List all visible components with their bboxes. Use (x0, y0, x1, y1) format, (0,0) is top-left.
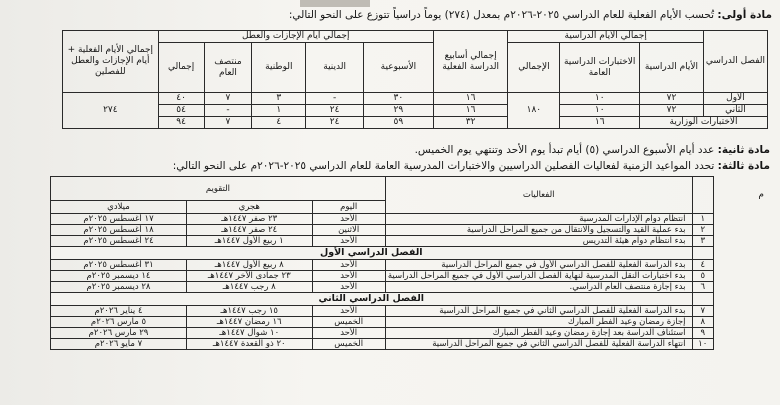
table-row (51, 271, 714, 282)
col-study-days: إجمالي الأيام الدراسية (508, 31, 703, 43)
article-2-label: مادة ثانية: (717, 144, 770, 156)
col-exams: الاختبارات الدراسية العامة (560, 43, 640, 93)
col-day: اليوم (312, 201, 385, 214)
cell-hijri: ٨ رجب ١٤٤٧هـ (187, 282, 313, 293)
cell-number: ٧ (692, 306, 714, 317)
cell-hijri: ٢٣ صفر ١٤٤٧هـ (187, 214, 313, 225)
cell-day: الاثنين (312, 225, 385, 236)
cell-hijri: ٢٣ جمادى الآخر ١٤٤٧هـ (187, 271, 313, 282)
cell-event: بدء انتظام دوام هيئة التدريس (385, 236, 692, 247)
cell-number: ٦ (692, 282, 714, 293)
section-num-cell (692, 293, 714, 306)
table-row (51, 282, 714, 293)
cell-gregorian: ٢٩ مارس ٢٠٢٦م (51, 328, 187, 339)
table-row (51, 214, 714, 225)
cell-weeks: ١٦ (433, 105, 508, 117)
cell-day: الخميس (312, 317, 385, 328)
table-row (63, 93, 768, 105)
cell-national: ٤ (252, 117, 306, 129)
section-row (51, 293, 714, 306)
col-calendar: التقويم (51, 177, 386, 201)
article-3-text: تحدد المواعيد الزمنية لفعاليات الفصلين الدراسيين والاختبارات المدرسية العامة للعام الدراسي ٢٠٢٥-٢٠٢٦م على النحو التالي: (172, 160, 715, 172)
col-religious: الدينية (306, 43, 364, 93)
cell-number: ٢ (692, 225, 714, 236)
cell-days: ٧٢ (640, 93, 704, 105)
cell-weeks: ٣٢ (433, 117, 508, 129)
cell-event: انتظام دوام الإدارات المدرسية (385, 214, 692, 225)
cell-hijri: ١٦ رمضان ١٤٤٧هـ (187, 317, 313, 328)
article-1 (289, 8, 772, 22)
cell-hol-total: ٩٤ (158, 117, 204, 129)
cell-number: ٥ (692, 271, 714, 282)
table-row (51, 306, 714, 317)
table-row (51, 339, 714, 350)
cell-semester: الأول (703, 93, 767, 105)
cell-hijri: ٢٤ صفر ١٤٤٧هـ (187, 225, 313, 236)
col-midyear: منتصف العام (204, 43, 252, 93)
cell-hol-total: ٥٤ (158, 105, 204, 117)
col-gregorian: ميلادي (51, 201, 187, 214)
cell-event: بدء الدراسة الفعلية للفصل الدراسي الأول في جميع المراحل الدراسية (385, 260, 692, 271)
cell-event: إجازة رمضان وعيد الفطر المبارك (385, 317, 692, 328)
cell-semester: الاختبارات الوزارية (640, 117, 768, 129)
table-row (51, 260, 714, 271)
cell-total-days: ١٨٠ (508, 93, 560, 129)
cell-religious: - (306, 93, 364, 105)
table-row (63, 105, 768, 117)
table-row (63, 117, 768, 129)
col-hijri: هجري (187, 201, 313, 214)
cell-day: الخميس (312, 339, 385, 350)
cell-event: استئناف الدراسة بعد إجازة رمضان وعيد الفطر المبارك (385, 328, 692, 339)
cell-day: الأحد (312, 328, 385, 339)
col-hol-total: إجمالي (158, 43, 204, 93)
cell-gregorian: ٢٤ أغسطس ٢٠٢٥م (51, 236, 187, 247)
col-holidays: إجمالي أيام الإجازات والعطل (158, 31, 433, 43)
col-grand: إجمالي الأيام الفعلية + أيام الإجازات والعطل للفصلين (63, 31, 159, 93)
cell-hijri: ٢٠ ذو القعدة ١٤٤٧هـ (187, 339, 313, 350)
cell-midyear: ٧ (204, 117, 252, 129)
cell-gregorian: ٥ مارس ٢٠٢٦م (51, 317, 187, 328)
section-title: الفصل الدراسي الأول (51, 247, 693, 260)
cell-midyear: - (204, 105, 252, 117)
cell-national: ٣ (252, 93, 306, 105)
cell-grand-total: ٢٧٤ (63, 93, 159, 129)
cell-day: الأحد (312, 282, 385, 293)
cell-number: ٣ (692, 236, 714, 247)
cell-weekly: ٥٩ (364, 117, 434, 129)
article-3-label: مادة ثالثة: (717, 160, 770, 172)
cell-midyear: ٧ (204, 93, 252, 105)
cell-day: الأحد (312, 236, 385, 247)
table-row (51, 225, 714, 236)
cell-event: بدء عملية القيد والتسجيل والانتقال من جميع المراحل الدراسية (385, 225, 692, 236)
cell-hol-total: ٤٠ (158, 93, 204, 105)
cell-exams: ١٦ (560, 117, 640, 129)
cell-weekly: ٢٩ (364, 105, 434, 117)
section-row (51, 247, 714, 260)
header-fragment (300, 0, 370, 7)
cell-day: الأحد (312, 260, 385, 271)
cell-exams: ١٠ (560, 93, 640, 105)
cell-number: ١ (692, 214, 714, 225)
cell-hijri: ١٠ شوال ١٤٤٧هـ (187, 328, 313, 339)
cell-semester: الثاني (703, 105, 767, 117)
section-num-cell (692, 247, 714, 260)
cell-day: الأحد (312, 214, 385, 225)
col-weeks: إجمالي أسابيع الدراسة الفعلية (433, 31, 508, 93)
cell-gregorian: ٧ مايو ٢٠٢٦م (51, 339, 187, 350)
cell-day: الأحد (312, 271, 385, 282)
article-1-text: تُحسب الأيام الفعلية للعام الدراسي ٢٠٢٥-٢٠٢٦م بمعدل (٢٧٤) يوماً دراسياً تتوزع على النحو التالي: (288, 9, 715, 21)
col-national: الوطنية (252, 43, 306, 93)
cell-event: انتهاء الدراسة الفعلية للفصل الدراسي الثاني في جميع المراحل الدراسية (385, 339, 692, 350)
col-weekly: الأسبوعية (364, 43, 434, 93)
col-semester: الفصل الدراسي (703, 31, 767, 93)
article-3 (173, 159, 770, 173)
cell-gregorian: ٤ يناير ٢٠٢٦م (51, 306, 187, 317)
cell-religious: ٢٤ (306, 117, 364, 129)
article-2 (415, 143, 770, 157)
cell-hijri: ١٥ رجب ١٤٤٧هـ (187, 306, 313, 317)
table-row (51, 328, 714, 339)
section-title: الفصل الدراسي الثاني (51, 293, 693, 306)
cell-weeks: ١٦ (433, 93, 508, 105)
cell-number: ١٠ (692, 339, 714, 350)
cell-hijri: ١ ربيع الأول ١٤٤٧هـ (187, 236, 313, 247)
cell-weekly: ٣٠ (364, 93, 434, 105)
days-distribution-table (62, 30, 768, 129)
cell-gregorian: ٢٨ ديسمبر ٢٠٢٥م (51, 282, 187, 293)
cell-days: ٧٢ (640, 105, 704, 117)
col-num (692, 177, 714, 214)
cell-gregorian: ١٧ أغسطس ٢٠٢٥م (51, 214, 187, 225)
cell-religious: ٢٤ (306, 105, 364, 117)
cell-number: ٨ (692, 317, 714, 328)
cell-event: بدء اختبارات النقل المدرسية لنهاية الفصل الدراسي الأول في جميع المراحل الدراسية (385, 271, 692, 282)
cell-national: ١ (252, 105, 306, 117)
cell-event: بدء إجازة منتصف العام الدراسي. (385, 282, 692, 293)
col-days: الأيام الدراسية (640, 43, 704, 93)
cell-gregorian: ٣١ أغسطس ٢٠٢٥م (51, 260, 187, 271)
col-m: م (758, 190, 764, 200)
cell-day: الأحد (312, 306, 385, 317)
cell-event: بدء الدراسة الفعلية للفصل الدراسي الثاني في جميع المراحل الدراسية (385, 306, 692, 317)
cell-exams: ١٠ (560, 105, 640, 117)
cell-number: ٤ (692, 260, 714, 271)
col-events: الفعاليات (385, 177, 692, 214)
cell-hijri: ٨ ربيع الأول ١٤٤٧هـ (187, 260, 313, 271)
cell-number: ٩ (692, 328, 714, 339)
schedule-table (50, 176, 714, 350)
cell-gregorian: ١٨ أغسطس ٢٠٢٥م (51, 225, 187, 236)
cell-gregorian: ١٤ ديسمبر ٢٠٢٥م (51, 271, 187, 282)
article-1-label: مادة أولى: (717, 9, 772, 21)
table-row (51, 317, 714, 328)
table-row (51, 236, 714, 247)
article-2-text: عدد أيام الأسبوع الدراسي (٥) أيام تبدأ يوم الأحد وتنتهي يوم الخميس. (414, 144, 715, 156)
col-total: الإجمالي (508, 43, 560, 93)
